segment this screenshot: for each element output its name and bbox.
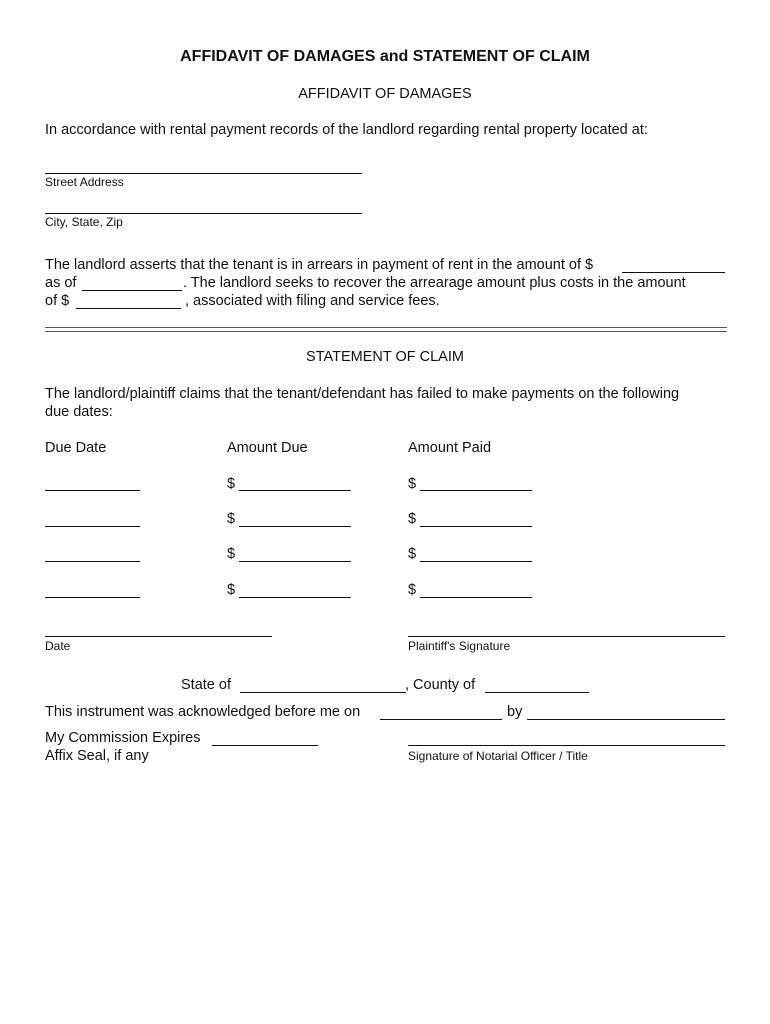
city-state-zip-label: City, State, Zip [45,215,123,229]
dollar-sign: $ [408,476,417,492]
date-field[interactable] [45,620,272,637]
arrears-text-line2: . The landlord seeks to recover the arrearage amount plus costs in the amount [183,275,686,291]
dollar-sign: $ [227,476,236,492]
plaintiff-signature-field[interactable] [408,620,725,637]
due-date-field[interactable] [45,510,140,527]
arrears-amount-field[interactable] [622,256,725,273]
amount-due-field[interactable] [239,581,351,598]
dollar-sign: $ [408,582,417,598]
amount-due-field[interactable] [239,545,351,562]
arrears-text-line1: The landlord asserts that the tenant is in arrears in payment of rent in the amount of $ [45,257,594,273]
notary-signature-field[interactable] [408,729,725,746]
city-state-zip-field[interactable] [45,197,362,214]
amount-paid-field[interactable] [420,545,532,562]
due-date-field[interactable] [45,474,140,491]
column-amount-paid: Amount Paid [408,440,492,456]
due-date-field[interactable] [45,545,140,562]
claim-heading: STATEMENT OF CLAIM [306,349,464,365]
notary-signature-label: Signature of Notarial Officer / Title [408,749,588,763]
state-field[interactable] [240,676,406,693]
claim-intro-line1: The landlord/plaintiff claims that the tenant/defendant has failed to make payments on the following [45,386,680,402]
commission-expires-field[interactable] [212,729,318,746]
street-address-field[interactable] [45,157,362,174]
plaintiff-signature-label: Plaintiff's Signature [408,639,511,653]
amount-paid-field[interactable] [420,474,532,491]
amount-due-field[interactable] [239,474,351,491]
acknowledged-by-field[interactable] [527,703,725,720]
affidavit-heading: AFFIDAVIT OF DAMAGES [298,86,472,102]
costs-amount-field[interactable] [76,292,181,309]
section-divider [45,327,727,332]
column-amount-due: Amount Due [227,440,308,456]
state-of-label: State of [181,677,231,693]
due-date-field[interactable] [45,581,140,598]
date-label: Date [45,639,71,653]
arrears-text-of-dollar: of $ [45,293,70,309]
acknowledged-text: This instrument was acknowledged before me on [45,704,361,720]
by-label: by [507,704,523,720]
street-address-label: Street Address [45,175,124,189]
arrears-text-as-of: as of [45,275,77,291]
claim-intro-line2: due dates: [45,404,113,420]
dollar-sign: $ [227,546,236,562]
dollar-sign: $ [227,511,236,527]
affidavit-intro: In accordance with rental payment records of the landlord regarding rental property located at: [45,122,648,138]
amount-paid-field[interactable] [420,510,532,527]
county-of-label: , County of [405,677,476,693]
dollar-sign: $ [408,511,417,527]
column-due-date: Due Date [45,440,107,456]
dollar-sign: $ [408,546,417,562]
commission-expires-label: My Commission Expires [45,730,201,746]
county-field[interactable] [485,676,589,693]
affix-seal-label: Affix Seal, if any [45,748,149,764]
amount-due-field[interactable] [239,510,351,527]
dollar-sign: $ [227,582,236,598]
arrears-as-of-date-field[interactable] [82,274,182,291]
arrears-text-line3: , associated with filing and service fees. [185,293,440,309]
acknowledged-date-field[interactable] [380,703,502,720]
amount-paid-field[interactable] [420,581,532,598]
document-title: AFFIDAVIT OF DAMAGES and STATEMENT OF CLAIM [180,48,590,65]
